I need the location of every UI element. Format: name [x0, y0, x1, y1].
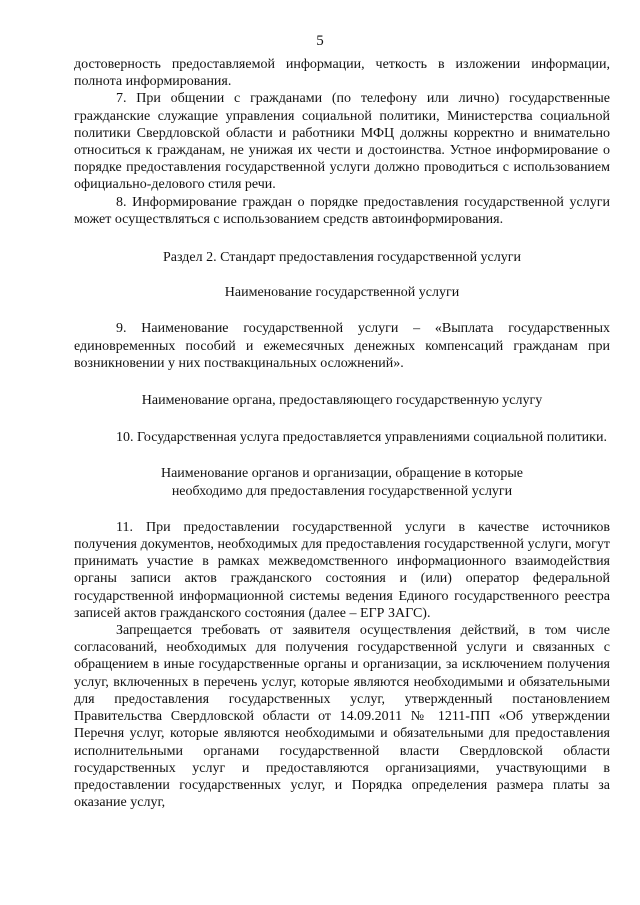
organizations-heading-line-1: Наименование органов и организации, обращение в которые: [160, 466, 524, 482]
document-body: [74, 56, 610, 811]
paragraph-continuation: достоверность предоставляемой информации, четкость в изложении информации, полнота информирования.: [74, 57, 610, 90]
provider-heading: Наименование органа, предоставляющего государственную услугу: [141, 393, 543, 409]
paragraph-7: 7. При общении с гражданами (по телефону или лично) государственные гражданские служащие управления социальной политики, Министерства социальной политики Свердловской области и работники МФЦ должны корректно и внимательно относиться к гражданам, не унижая их чести и достоинства. Устное информирование о порядке предоставления государственной услуги должно проводиться с использованием официально-делового стиля речи.: [74, 91, 610, 193]
paragraph-10: 10. Государственная услуга предоставляется управлениями социальной политики.: [116, 430, 607, 446]
service-name-heading: Наименование государственной услуги: [224, 285, 460, 301]
paragraph-11: 11. При предоставлении государственной услуги в качестве источников получения документов, необходимых для предоставления государственной услуги, могут принимать участие в рамках межведомственного информационного взаимодействия органы записи актов гражданского состояния и (или) оператор федеральной государственной информационной системы ведения Единого государственного реестра записей актов гражданского состояния (далее – ЕГР ЗАГС).: [74, 519, 610, 621]
paragraph-9: 9. Наименование государственной услуги – «Выплата государственных единовременных пособий и ежемесячных денежных компенсаций гражданам при возникновении у них поствакцинальных осложнений».: [74, 321, 610, 371]
page-number: 5: [316, 33, 324, 49]
section-2-heading: Раздел 2. Стандарт предоставления государственной услуги: [163, 250, 521, 266]
paragraph-8: 8. Информирование граждан о порядке предоставления государственной услуги может осуществляться с использованием средств автоинформирования.: [74, 194, 610, 227]
organizations-heading-line-2: необходимо для предоставления государственной услуги: [171, 483, 513, 499]
paragraph-prohibition: Запрещается требовать от заявителя осуществления действий, в том числе согласований, необходимых для получения государственной услуги и связанных с обращением в иные государственные органы и организации, за исключением получения услуг, включенных в перечень услуг, которые являются необходимыми и обязательными для предоставления государственных услуг, утвержденный постановлением Правительства Свердловской области от 14.09.2011 № 1211-ПП «Об утверждении Перечня услуг, которые являются необходимыми и обязательными для предоставления исполнительными органами государственной власти Свердловской области государственных услуг и предоставляются организациями, участвующими в предоставлении государственных услуг, и Порядка определения размера платы за оказание услуг,: [74, 623, 610, 811]
organizations-heading: [74, 465, 610, 499]
